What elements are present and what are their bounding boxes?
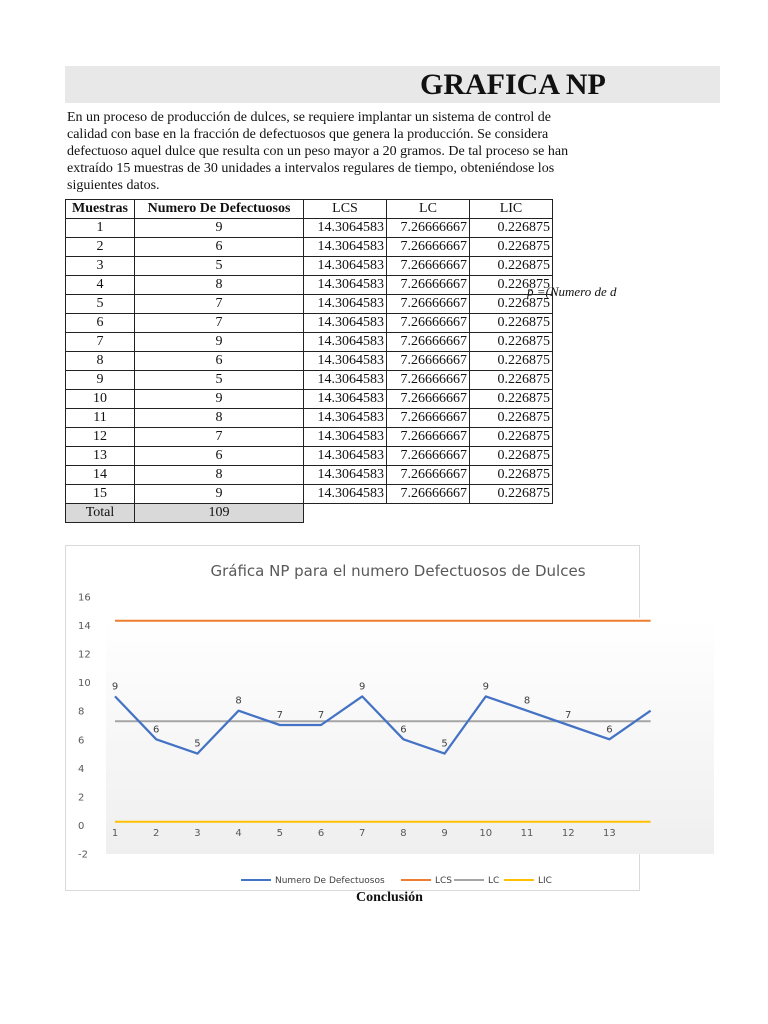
total-value: 109 bbox=[135, 504, 304, 523]
legend-label: LIC bbox=[538, 876, 552, 886]
chart-svg bbox=[66, 546, 716, 890]
x-tick-label: 11 bbox=[520, 828, 534, 839]
legend-label: LC bbox=[488, 876, 500, 886]
cell-muestra: 4 bbox=[66, 276, 135, 295]
x-tick-label: 5 bbox=[276, 828, 283, 839]
x-tick-label: 6 bbox=[317, 828, 325, 839]
cell-defectuosos: 9 bbox=[135, 485, 304, 504]
cell-lcs: 14.3064583 bbox=[304, 428, 387, 447]
x-tick-label: 13 bbox=[603, 828, 616, 839]
x-tick-label: 2 bbox=[153, 828, 160, 839]
x-tick-label: 8 bbox=[400, 828, 407, 839]
cell-lc: 7.26666667 bbox=[387, 447, 470, 466]
table-row bbox=[66, 314, 553, 333]
total-row bbox=[66, 504, 553, 523]
y-tick-label: 4 bbox=[78, 763, 85, 775]
cell-defectuosos: 9 bbox=[135, 333, 304, 352]
cell-defectuosos: 7 bbox=[135, 314, 304, 333]
cell-muestra: 15 bbox=[66, 485, 135, 504]
cell-defectuosos: 8 bbox=[135, 276, 304, 295]
cell-lcs: 14.3064583 bbox=[304, 485, 387, 504]
cell-defectuosos: 8 bbox=[135, 409, 304, 428]
data-label: 6 bbox=[153, 724, 160, 736]
table-header-row bbox=[66, 200, 553, 219]
cell-lc: 7.26666667 bbox=[387, 238, 470, 257]
table-row bbox=[66, 466, 553, 485]
cell-lic: 0.226875 bbox=[470, 295, 553, 314]
cell-lcs: 14.3064583 bbox=[304, 390, 387, 409]
intro-line: defectuoso aquel dulce que resulta con un peso mayor a 20 gramos. De tal proceso se han bbox=[67, 144, 569, 159]
data-label: 7 bbox=[565, 710, 572, 721]
cell-lcs: 14.3064583 bbox=[304, 466, 387, 485]
conclusion-heading: Conclusión bbox=[356, 890, 423, 905]
empty-cell bbox=[387, 504, 470, 523]
table-row bbox=[66, 390, 553, 409]
table-row bbox=[66, 238, 553, 257]
empty-cell bbox=[470, 504, 553, 523]
x-tick-label: 1 bbox=[111, 828, 119, 839]
y-tick-label: 2 bbox=[78, 792, 85, 804]
cell-lcs: 14.3064583 bbox=[304, 276, 387, 295]
cell-muestra: 6 bbox=[66, 314, 135, 333]
cell-lcs: 14.3064583 bbox=[304, 314, 387, 333]
y-tick-label: 6 bbox=[78, 735, 85, 747]
header-muestras: Muestras bbox=[66, 200, 135, 219]
cell-lic: 0.226875 bbox=[470, 257, 553, 276]
data-label: 8 bbox=[523, 695, 531, 707]
data-label: 6 bbox=[606, 724, 613, 736]
cell-muestra: 14 bbox=[66, 466, 135, 485]
table-row bbox=[66, 371, 553, 390]
cell-lc: 7.26666667 bbox=[387, 276, 470, 295]
cell-muestra: 13 bbox=[66, 447, 135, 466]
cell-defectuosos: 9 bbox=[135, 390, 304, 409]
cell-lcs: 14.3064583 bbox=[304, 447, 387, 466]
cell-lc: 7.26666667 bbox=[387, 352, 470, 371]
cell-lic: 0.226875 bbox=[470, 466, 553, 485]
cell-lc: 7.26666667 bbox=[387, 428, 470, 447]
intro-line: siguientes datos. bbox=[67, 178, 160, 193]
cell-lc: 7.26666667 bbox=[387, 390, 470, 409]
x-tick-label: 12 bbox=[561, 828, 575, 839]
data-label: 7 bbox=[276, 710, 283, 721]
cell-defectuosos: 7 bbox=[135, 295, 304, 314]
table-row bbox=[66, 257, 553, 276]
table-row bbox=[66, 219, 553, 238]
y-tick-label: -2 bbox=[78, 849, 88, 861]
cell-lic: 0.226875 bbox=[470, 447, 553, 466]
cell-muestra: 10 bbox=[66, 390, 135, 409]
table-row bbox=[66, 352, 553, 371]
cell-defectuosos: 7 bbox=[135, 428, 304, 447]
cell-lc: 7.26666667 bbox=[387, 371, 470, 390]
cell-lic: 0.226875 bbox=[470, 238, 553, 257]
cell-lcs: 14.3064583 bbox=[304, 409, 387, 428]
cell-lcs: 14.3064583 bbox=[304, 219, 387, 238]
cell-lcs: 14.3064583 bbox=[304, 333, 387, 352]
cell-lc: 7.26666667 bbox=[387, 466, 470, 485]
cell-lcs: 14.3064583 bbox=[304, 371, 387, 390]
cell-lic: 0.226875 bbox=[470, 333, 553, 352]
cell-muestra: 3 bbox=[66, 257, 135, 276]
data-table bbox=[65, 199, 553, 523]
data-label: 5 bbox=[441, 738, 448, 750]
cell-lic: 0.226875 bbox=[470, 409, 553, 428]
cell-muestra: 9 bbox=[66, 371, 135, 390]
header-defectuosos: Numero De Defectuosos bbox=[135, 200, 304, 219]
cell-muestra: 1 bbox=[66, 219, 135, 238]
intro-paragraph bbox=[67, 109, 612, 194]
cell-defectuosos: 9 bbox=[135, 219, 304, 238]
intro-line: extraído 15 muestras de 30 unidades a intervalos regulares de tiempo, obteniéndose los bbox=[67, 161, 555, 176]
x-tick-label: 3 bbox=[194, 828, 201, 839]
cell-lc: 7.26666667 bbox=[387, 257, 470, 276]
cell-muestra: 7 bbox=[66, 333, 135, 352]
data-label: 7 bbox=[317, 710, 325, 721]
total-label: Total bbox=[66, 504, 135, 523]
cell-lic: 0.226875 bbox=[470, 371, 553, 390]
cell-lc: 7.26666667 bbox=[387, 219, 470, 238]
data-label: 6 bbox=[400, 724, 407, 736]
cell-lcs: 14.3064583 bbox=[304, 257, 387, 276]
y-tick-label: 14 bbox=[78, 621, 91, 633]
cell-lcs: 14.3064583 bbox=[304, 238, 387, 257]
y-tick-label: 0 bbox=[78, 820, 85, 832]
cell-lc: 7.26666667 bbox=[387, 295, 470, 314]
cell-muestra: 5 bbox=[66, 295, 135, 314]
chart-title: Gráfica NP para el numero Defectuosos de Dulces bbox=[210, 562, 586, 580]
table-row bbox=[66, 485, 553, 504]
data-label: 8 bbox=[235, 695, 242, 707]
cell-lic: 0.226875 bbox=[470, 314, 553, 333]
plot-area bbox=[106, 618, 714, 854]
cell-lic: 0.226875 bbox=[470, 390, 553, 409]
cell-lic: 0.226875 bbox=[470, 219, 553, 238]
title-bar bbox=[65, 66, 720, 103]
cell-lic: 0.226875 bbox=[470, 352, 553, 371]
cell-lcs: 14.3064583 bbox=[304, 352, 387, 371]
formula-note: p̄ =(Numero de d bbox=[527, 284, 617, 299]
table-row bbox=[66, 295, 553, 314]
y-tick-label: 8 bbox=[78, 706, 85, 718]
page-title: GRAFICA NP bbox=[420, 68, 606, 101]
header-lic: LIC bbox=[470, 200, 553, 219]
cell-lc: 7.26666667 bbox=[387, 314, 470, 333]
y-tick-label: 12 bbox=[78, 649, 91, 661]
chart-container bbox=[65, 545, 640, 891]
legend-label: Numero De Defectuosos bbox=[275, 876, 385, 886]
cell-lcs: 14.3064583 bbox=[304, 295, 387, 314]
cell-lic: 0.226875 bbox=[470, 485, 553, 504]
header-lc: LC bbox=[387, 200, 470, 219]
cell-defectuosos: 5 bbox=[135, 257, 304, 276]
cell-lic: 0.226875 bbox=[470, 428, 553, 447]
cell-muestra: 8 bbox=[66, 352, 135, 371]
table-body bbox=[66, 219, 553, 523]
data-label: 5 bbox=[194, 738, 201, 750]
cell-defectuosos: 6 bbox=[135, 447, 304, 466]
x-tick-label: 4 bbox=[235, 828, 242, 839]
cell-defectuosos: 6 bbox=[135, 238, 304, 257]
table-row bbox=[66, 276, 553, 295]
y-tick-label: 10 bbox=[78, 678, 91, 690]
data-label: 9 bbox=[482, 681, 489, 693]
data-label: 9 bbox=[111, 681, 119, 693]
table-row bbox=[66, 447, 553, 466]
cell-muestra: 12 bbox=[66, 428, 135, 447]
x-tick-label: 9 bbox=[441, 828, 448, 839]
cell-defectuosos: 6 bbox=[135, 352, 304, 371]
cell-defectuosos: 8 bbox=[135, 466, 304, 485]
intro-line: calidad con base en la fracción de defectuosos que genera la producción. Se considera bbox=[67, 127, 549, 142]
table-row bbox=[66, 333, 553, 352]
cell-lc: 7.26666667 bbox=[387, 485, 470, 504]
cell-lc: 7.26666667 bbox=[387, 333, 470, 352]
cell-lic: 0.226875 bbox=[470, 276, 553, 295]
empty-cell bbox=[304, 504, 387, 523]
intro-line: En un proceso de producción de dulces, se requiere implantar un sistema de control de bbox=[67, 110, 552, 125]
table-row bbox=[66, 428, 553, 447]
header-lcs: LCS bbox=[304, 200, 387, 219]
y-tick-label: 16 bbox=[78, 592, 91, 604]
x-tick-label: 10 bbox=[479, 828, 493, 839]
cell-lc: 7.26666667 bbox=[387, 409, 470, 428]
data-label: 9 bbox=[359, 681, 366, 693]
cell-muestra: 2 bbox=[66, 238, 135, 257]
legend-label: LCS bbox=[435, 876, 453, 886]
table-row bbox=[66, 409, 553, 428]
x-tick-label: 7 bbox=[359, 828, 366, 839]
cell-muestra: 11 bbox=[66, 409, 135, 428]
cell-defectuosos: 5 bbox=[135, 371, 304, 390]
